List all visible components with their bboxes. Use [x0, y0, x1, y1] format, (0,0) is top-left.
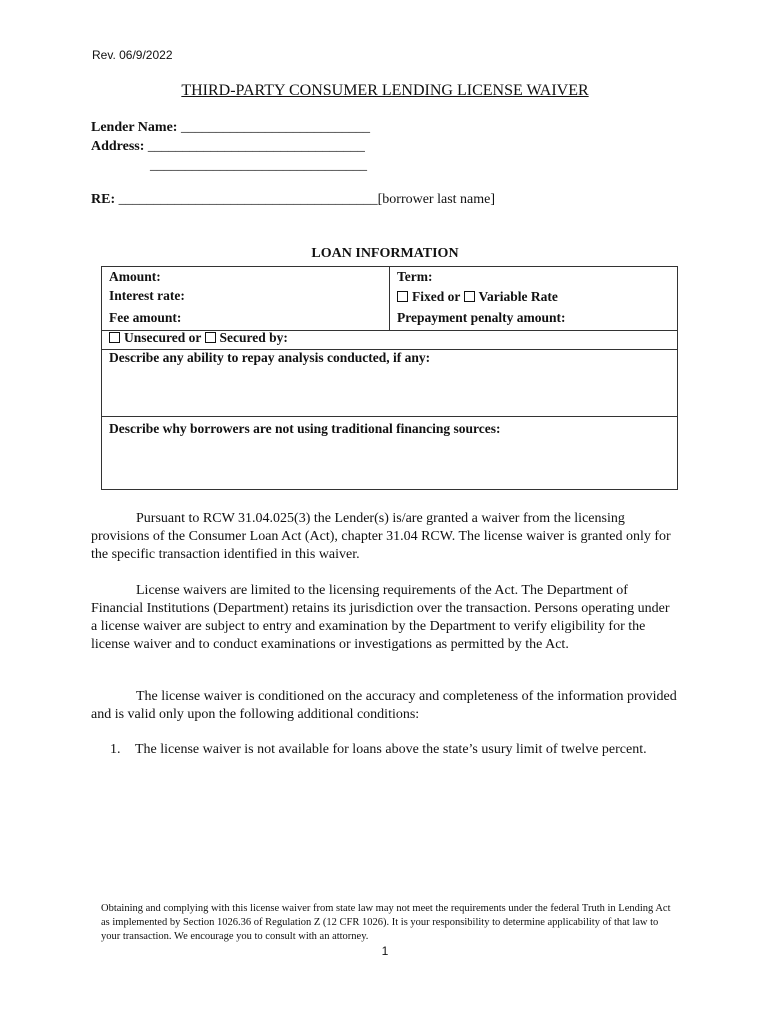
traditional-financing-cell[interactable] — [102, 421, 678, 489]
term-cell[interactable] — [390, 269, 678, 285]
paragraph-3-text: The license waiver is conditioned on the accuracy and completeness of the information provided and is valid only upon the following additional conditions: — [91, 689, 677, 722]
condition-number: 1. — [110, 742, 121, 757]
lender-name-label: Lender Name: — [91, 120, 178, 135]
paragraph-2 — [91, 582, 677, 654]
repay-analysis-label: Describe any ability to repay analysis conducted, if any: — [109, 350, 431, 365]
fixed-rate-label: Fixed or — [412, 289, 461, 304]
paragraph-1 — [91, 510, 677, 564]
paragraph-3 — [91, 688, 677, 724]
condition-text: The license waiver is not available for loans above the state’s usury limit of twelve percent. — [135, 742, 647, 757]
page-number: 1 — [381, 944, 389, 958]
interest-rate-cell[interactable] — [102, 288, 389, 304]
term-label: Term: — [397, 269, 433, 284]
address-row-2 — [150, 158, 367, 174]
variable-rate-label: Variable Rate — [478, 289, 558, 304]
footer-note: Obtaining and complying with this license waiver from state law may not meet the requirements under the federal Truth in Lending Act as implemented by Section 1026.36 of Regulation Z (12 CFR 1026). It is your responsibility to determine applicability of that law to your transaction. We encourage you to consult with an attorney. — [101, 903, 671, 942]
prepayment-penalty-label: Prepayment penalty amount: — [397, 310, 566, 325]
document-title-text: THIRD-PARTY CONSUMER LENDING LICENSE WAIVER — [181, 82, 589, 99]
re-hint: [borrower last name] — [377, 192, 496, 207]
re-field[interactable]: _____________________________________ — [118, 192, 378, 207]
revision-date: Rev. 06/9/2022 — [92, 48, 173, 62]
prepayment-cell[interactable] — [390, 310, 678, 326]
re-label: RE: — [91, 192, 116, 207]
lender-name-field[interactable]: ___________________________ — [180, 120, 370, 135]
fee-amount-cell[interactable] — [102, 310, 389, 326]
address-row — [91, 139, 365, 155]
interest-rate-label: Interest rate: — [109, 288, 185, 303]
unsecured-checkbox[interactable] — [109, 332, 120, 343]
traditional-financing-label: Describe why borrowers are not using traditional financing sources: — [109, 421, 501, 436]
repay-analysis-cell[interactable] — [102, 350, 678, 416]
variable-rate-checkbox[interactable] — [464, 291, 475, 302]
unsecured-label: Unsecured or — [124, 330, 202, 345]
fixed-rate-checkbox[interactable] — [397, 291, 408, 302]
loan-information-table — [101, 266, 678, 490]
address-field-line-2[interactable]: _______________________________ — [150, 158, 367, 173]
conditions-list — [110, 741, 670, 759]
rate-type-cell — [390, 289, 678, 305]
amount-label: Amount: — [109, 269, 161, 284]
re-row — [91, 192, 495, 208]
security-cell — [102, 330, 678, 346]
secured-checkbox[interactable] — [205, 332, 216, 343]
list-item — [110, 741, 670, 759]
paragraph-2-text: License waivers are limited to the licensing requirements of the Act. The Department of Financial Institutions (Department) retains its jurisdiction over the transaction. Persons operating under a license waiver are subject to entry and examination by the Department to verify eligibility for the license waiver and to conduct examinations or investigations as permitted by the Act. — [91, 583, 670, 652]
address-label: Address: — [91, 139, 145, 154]
secured-by-label: Secured by: — [219, 330, 288, 345]
paragraph-1-text: Pursuant to RCW 31.04.025(3) the Lender(s) is/are granted a waiver from the licensing provisions of the Consumer Loan Act (Act), chapter 31.04 RCW. The license waiver is granted only for the specific transaction identified in this waiver. — [91, 511, 671, 562]
amount-cell[interactable] — [102, 269, 389, 285]
loan-information-heading: LOAN INFORMATION — [311, 246, 459, 261]
lender-name-row — [91, 120, 370, 136]
document-title — [0, 82, 770, 100]
address-field-line-1[interactable]: _______________________________ — [147, 139, 365, 154]
fee-amount-label: Fee amount: — [109, 310, 182, 325]
